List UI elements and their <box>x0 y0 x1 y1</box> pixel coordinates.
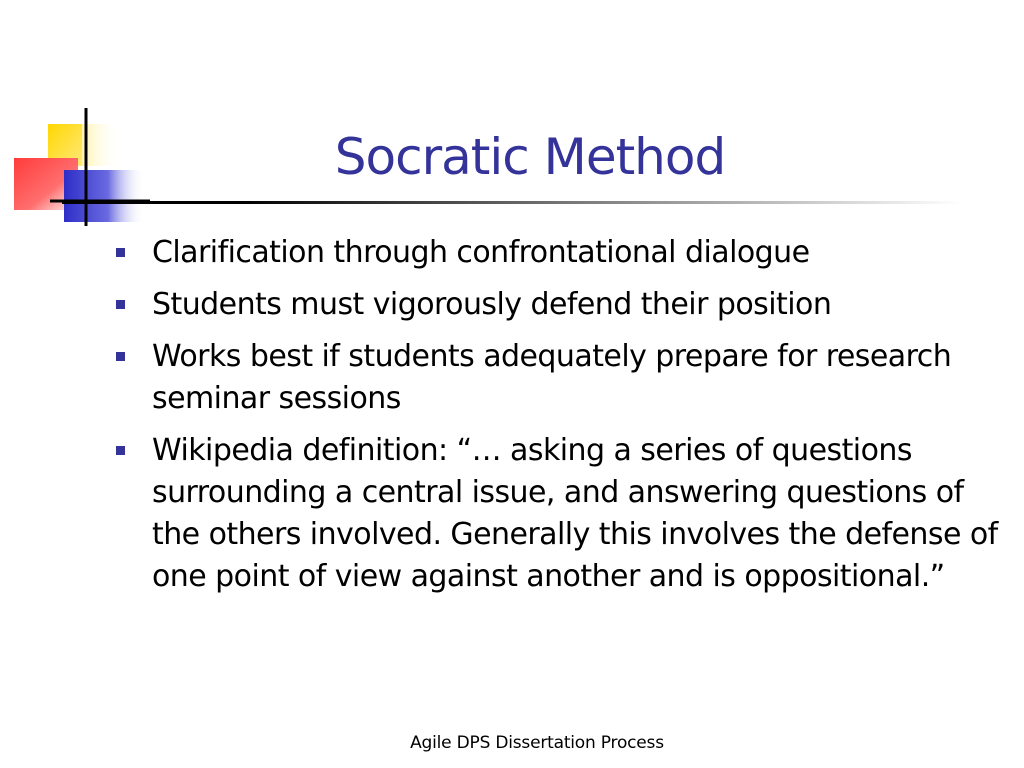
bullet-item <box>112 430 1002 598</box>
bullet-item <box>112 336 1002 420</box>
bullet-item <box>112 232 1002 274</box>
yellow-glow <box>82 124 122 166</box>
square-bullet-icon <box>116 300 125 309</box>
bullet-text: Wikipedia definition: “… asking a series of questions surrounding a central issue, and answering questions of the others involved. Generally this involves the defense of one point of view against another and is oppositional.” <box>152 433 998 594</box>
bullet-text: Clarification through confrontational dialogue <box>152 235 810 270</box>
square-bullet-icon <box>116 248 125 257</box>
bullet-text: Students must vigorously defend their position <box>152 287 832 322</box>
bullet-text: Works best if students adequately prepare for research seminar sessions <box>152 339 952 416</box>
bullet-list <box>112 232 1002 608</box>
slide-title: Socratic Method <box>334 128 726 186</box>
title-underline <box>62 201 962 204</box>
square-bullet-icon <box>116 446 125 455</box>
bullet-item <box>112 284 1002 326</box>
decorative-squares-logo <box>0 0 160 240</box>
slide-footer: Agile DPS Dissertation Process <box>410 733 664 753</box>
square-bullet-icon <box>116 352 125 361</box>
